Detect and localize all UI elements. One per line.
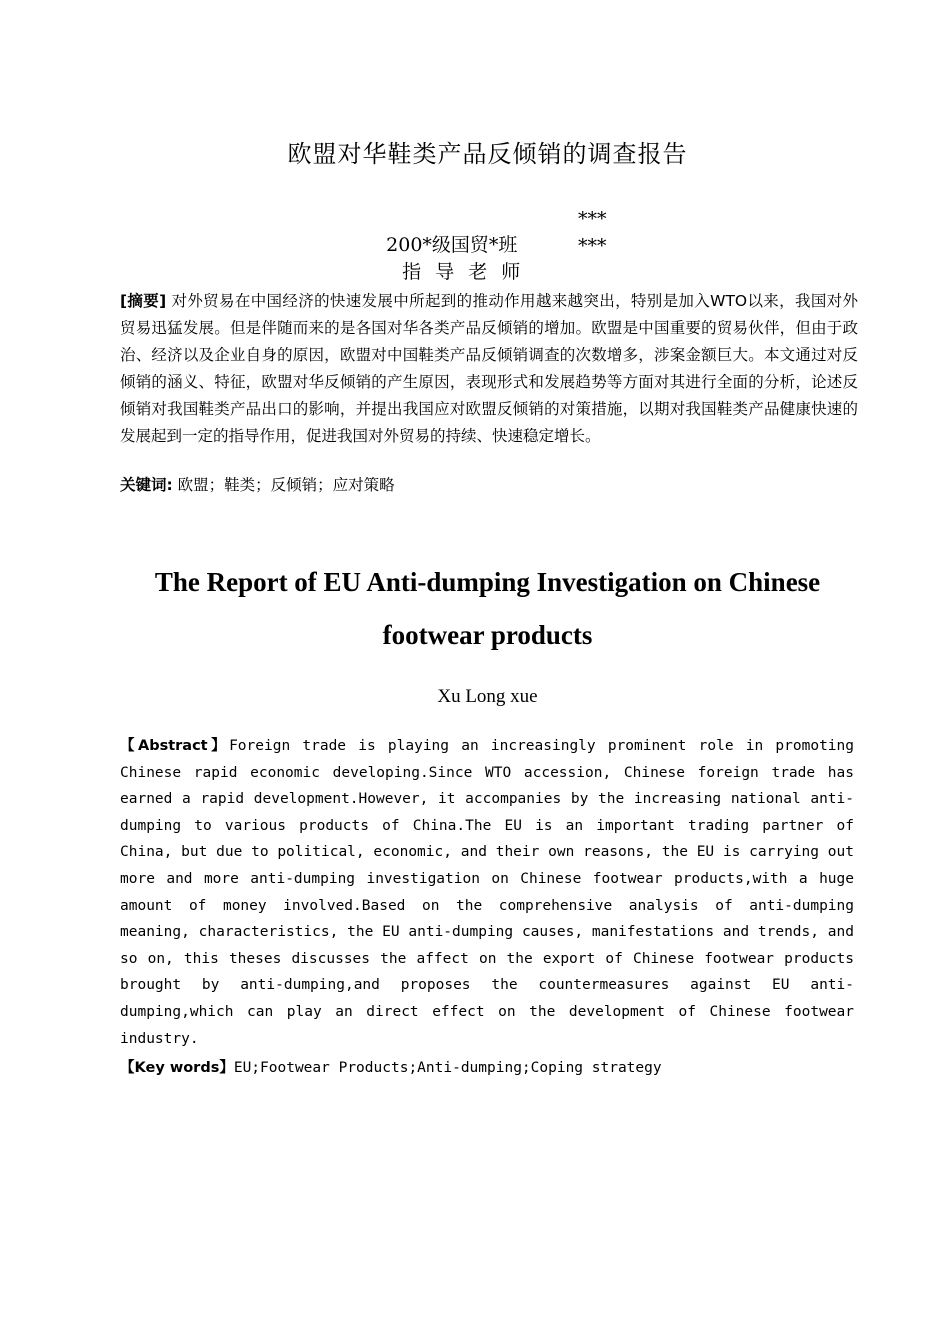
english-author: Xu Long xue: [437, 686, 538, 707]
byline-advisor-label: 指 导 老 师: [402, 261, 525, 283]
english-keywords-text: EU;Footwear Products;Anti-dumping;Coping strategy: [233, 1060, 662, 1076]
byline-student-name: ***: [578, 208, 607, 230]
chinese-title: 欧盟对华鞋类产品反倾销的调查报告: [287, 140, 688, 168]
chinese-keywords: [120, 472, 858, 498]
byline-advisor-name: ***: [578, 235, 607, 257]
chinese-abstract-label: [摘要]: [120, 292, 167, 310]
english-keywords-label: 【Key words】: [120, 1060, 234, 1076]
byline-class-label: 200*级国贸*班: [386, 234, 518, 256]
chinese-abstract-text: 对外贸易在中国经济的快速发展中所起到的推动作用越来越突出，特别是加入WTO以来，我国对外贸易迅猛发展。但是伴随而来的是各国对华各类产品反倾销的增加。欧盟是中国重要的贸易伙伴，但由于政治、经济以及企业自身的原因，欧盟对中国鞋类产品反倾销调查的次数增多，涉案金额巨大。本文通过对反倾销的涵义、特征，欧盟对华反倾销的产生原因，表现形式和发展趋势等方面对其进行全面的分析，论述反倾销对我国鞋类产品出口的影响，并提出我国应对欧盟反倾销的对策措施，以期对我国鞋类产品健康快速的发展起到一定的指导作用，促进我国对外贸易的持续、快速稳定增长。: [120, 292, 859, 445]
chinese-keywords-label: 关键词:: [120, 476, 173, 494]
english-abstract-label: 【Abstract】: [120, 738, 230, 754]
english-keywords: [120, 1055, 854, 1081]
english-abstract-text: Foreign trade is playing an increasingly prominent role in promoting Chinese rapid economic developing.Since WTO accession, Chinese foreign trade has earned a rapid development.However, it accompanies by the increasing national anti-dumping to various products of China.The EU is an important trading partner of China, but due to political, economic, and their own reasons, the EU is carrying out more and more anti-dumping investigation on Chinese footwear products,with a huge amount of money involved.Based on the comprehensive analysis of anti-dumping meaning, characteristics, the EU anti-dumping causes, manifestations and trends, and so on, this theses discusses the affect on the export of Chinese footwear products brought by anti-dumping,and proposes the countermeasures against EU anti-dumping,which can play an direct effect on the development of Chinese footwear industry.: [120, 738, 854, 1047]
chinese-keywords-text: 欧盟；鞋类；反倾销；应对策略: [177, 476, 395, 494]
chinese-abstract: [120, 288, 858, 450]
english-title: The Report of EU Anti-dumping Investigation on Chinese footwear products: [154, 567, 821, 650]
english-abstract: [120, 733, 854, 1052]
